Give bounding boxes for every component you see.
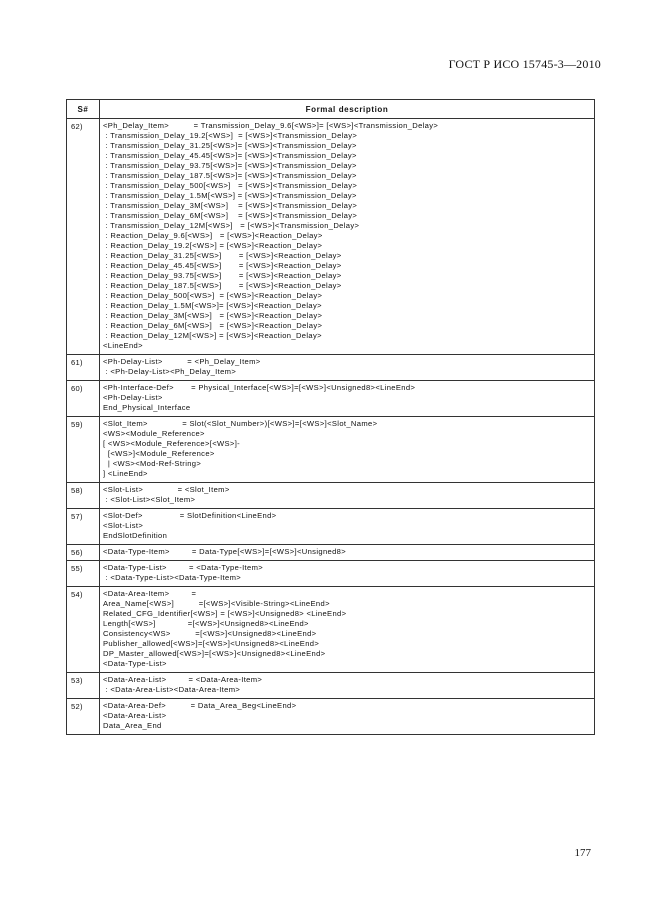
table-row	[67, 587, 595, 673]
grammar-line: <Data-Area-Def> = Data_Area_Beg<LineEnd>	[103, 701, 297, 710]
grammar-line: Length[<WS>] =[<WS>]<Unsigned8><LineEnd>	[103, 619, 309, 628]
formal-description	[100, 119, 595, 355]
grammar-line: <Slot-Def> = SlotDefinition<LineEnd>	[103, 511, 277, 520]
grammar-line: : Transmission_Delay_93.75[<WS>]= [<WS>]<Transmission_Delay>	[103, 161, 357, 170]
grammar-line: Related_CFG_Identifier[<WS>] = [<WS>]<Unsigned8> <LineEnd>	[103, 609, 347, 618]
document-code: ГОСТ Р ИСО 15745-3—2010	[448, 57, 601, 71]
grammar-line: : Transmission_Delay_19.2[<WS>] = [<WS>]<Transmission_Delay>	[103, 131, 358, 140]
formal-description	[100, 561, 595, 587]
grammar-line: : Reaction_Delay_19.2[<WS>] = [<WS>]<Reaction_Delay>	[103, 241, 323, 250]
grammar-line: DP_Master_allowed[<WS>]=[<WS>]<Unsigned8><LineEnd>	[103, 649, 326, 658]
grammar-line: : Reaction_Delay_6M[<WS>] = [<WS>]<Reaction_Delay>	[103, 321, 323, 330]
grammar-line: : <Slot-List><Slot_Item>	[103, 495, 196, 504]
grammar-line: : Transmission_Delay_12M[<WS>] = [<WS>]<Transmission_Delay>	[103, 221, 360, 230]
grammar-line: : <Data-Type-List><Data-Type-Item>	[103, 573, 242, 582]
grammar-line: : Reaction_Delay_9.6[<WS>] = [<WS>]<Reaction_Delay>	[103, 231, 323, 240]
grammar-line: : <Data-Area-List><Data-Area-Item>	[103, 685, 241, 694]
grammar-line: Consistency<WS> =[<WS>]<Unsigned8><LineEnd>	[103, 629, 317, 638]
rule-number: 60)	[67, 381, 100, 417]
table-row	[67, 483, 595, 509]
rule-number: 57)	[67, 509, 100, 545]
grammar-line: <Data-Type-Item> = Data-Type[<WS>]=[<WS>]<Unsigned8>	[103, 547, 347, 556]
table-row	[67, 417, 595, 483]
grammar-line: End_Physical_Interface	[103, 403, 191, 412]
grammar-line: EndSlotDefinition	[103, 531, 168, 540]
grammar-line: : Reaction_Delay_3M[<WS>] = [<WS>]<Reaction_Delay>	[103, 311, 323, 320]
formal-description	[100, 483, 595, 509]
grammar-line: <Data-Area-Item> =	[103, 589, 197, 598]
formal-description	[100, 417, 595, 483]
rule-number: 52)	[67, 699, 100, 735]
table-row	[67, 509, 595, 545]
grammar-line: <WS><Module_Reference>	[103, 429, 205, 438]
grammar-line: <LineEnd>	[103, 341, 143, 350]
grammar-line: <Data-Type-List> = <Data-Type-Item>	[103, 563, 264, 572]
formal-description	[100, 509, 595, 545]
table-row	[67, 381, 595, 417]
grammar-line: <Slot-List>	[103, 521, 144, 530]
table-row	[67, 355, 595, 381]
grammar-line: : Reaction_Delay_45.45[<WS>] = [<WS>]<Reaction_Delay>	[103, 261, 342, 270]
grammar-line: <Slot-List> = <Slot_Item>	[103, 485, 230, 494]
rule-number: 54)	[67, 587, 100, 673]
grammar-line: : Transmission_Delay_187.5[<WS>]= [<WS>]<Transmission_Delay>	[103, 171, 357, 180]
grammar-line: : Transmission_Delay_31.25[<WS>]= [<WS>]<Transmission_Delay>	[103, 141, 357, 150]
grammar-line: <Slot_Item> = Slot(<Slot_Number>)[<WS>]=[<WS>]<Slot_Name>	[103, 419, 378, 428]
grammar-line: <Ph-Delay-List>	[103, 393, 163, 402]
grammar-line: <Data-Area-List>	[103, 711, 167, 720]
rule-number: 62)	[67, 119, 100, 355]
grammar-line: : Reaction_Delay_1.5M[<WS>]= [<WS>]<Reaction_Delay>	[103, 301, 322, 310]
rule-number: 55)	[67, 561, 100, 587]
grammar-line: <Data-Area-List> = <Data-Area-Item>	[103, 675, 263, 684]
grammar-line: Area_Name[<WS>] =[<WS>]<Visible-String><LineEnd>	[103, 599, 330, 608]
rule-number: 58)	[67, 483, 100, 509]
grammar-line: <Ph-Delay-List> = <Ph_Delay_Item>	[103, 357, 261, 366]
grammar-line: : <Ph-Delay-List><Ph_Delay_Item>	[103, 367, 237, 376]
rule-number: 53)	[67, 673, 100, 699]
grammar-line: : Transmission_Delay_45.45[<WS>]= [<WS>]<Transmission_Delay>	[103, 151, 357, 160]
rule-number: 61)	[67, 355, 100, 381]
grammar-line: : Transmission_Delay_500[<WS>] = [<WS>]<Transmission_Delay>	[103, 181, 358, 190]
grammar-line: : Transmission_Delay_6M[<WS>] = [<WS>]<Transmission_Delay>	[103, 211, 358, 220]
rule-number: 56)	[67, 545, 100, 561]
table-row	[67, 673, 595, 699]
formal-description	[100, 587, 595, 673]
formal-description-table	[66, 99, 595, 735]
page-number: 177	[574, 847, 591, 859]
grammar-line: ] <LineEnd>	[103, 469, 148, 478]
table-row	[67, 545, 595, 561]
column-header-sn: S#	[67, 100, 100, 119]
grammar-line: : Reaction_Delay_93.75[<WS>] = [<WS>]<Reaction_Delay>	[103, 271, 342, 280]
grammar-line: : Reaction_Delay_500[<WS>] = [<WS>]<Reaction_Delay>	[103, 291, 323, 300]
table-row	[67, 561, 595, 587]
grammar-line: : Reaction_Delay_12M[<WS>] = [<WS>]<Reaction_Delay>	[103, 331, 322, 340]
grammar-line: : Reaction_Delay_187.5[<WS>] = [<WS>]<Reaction_Delay>	[103, 281, 342, 290]
formal-description	[100, 381, 595, 417]
grammar-line: Data_Area_End	[103, 721, 162, 730]
grammar-line: [ <WS><Module_Reference>[<WS>]-	[103, 439, 241, 448]
table-body	[67, 119, 595, 735]
table-row	[67, 119, 595, 355]
formal-description	[100, 673, 595, 699]
formal-description	[100, 699, 595, 735]
rule-number: 59)	[67, 417, 100, 483]
table-row	[67, 699, 595, 735]
formal-description	[100, 545, 595, 561]
grammar-line: [<WS>]<Module_Reference>	[103, 449, 215, 458]
grammar-line: <Ph-Interface-Def> = Physical_Interface[<WS>]=[<WS>]<Unsigned8><LineEnd>	[103, 383, 416, 392]
formal-description	[100, 355, 595, 381]
table-header-row	[67, 100, 595, 119]
grammar-line: : Transmission_Delay_1.5M[<WS>] = [<WS>]<Transmission_Delay>	[103, 191, 357, 200]
grammar-line: : Transmission_Delay_3M[<WS>] = [<WS>]<Transmission_Delay>	[103, 201, 358, 210]
grammar-line: <Data-Type-List>	[103, 659, 167, 668]
column-header-formal-description: Formal description	[100, 100, 595, 119]
grammar-line: <Ph_Delay_Item> = Transmission_Delay_9.6[<WS>]= [<WS>]<Transmission_Delay>	[103, 121, 439, 130]
grammar-line: | <WS><Mod-Ref-String>	[103, 459, 202, 468]
grammar-line: : Reaction_Delay_31.25[<WS>] = [<WS>]<Reaction_Delay>	[103, 251, 342, 260]
grammar-line: Publisher_allowed[<WS>]=[<WS>]<Unsigned8><LineEnd>	[103, 639, 320, 648]
